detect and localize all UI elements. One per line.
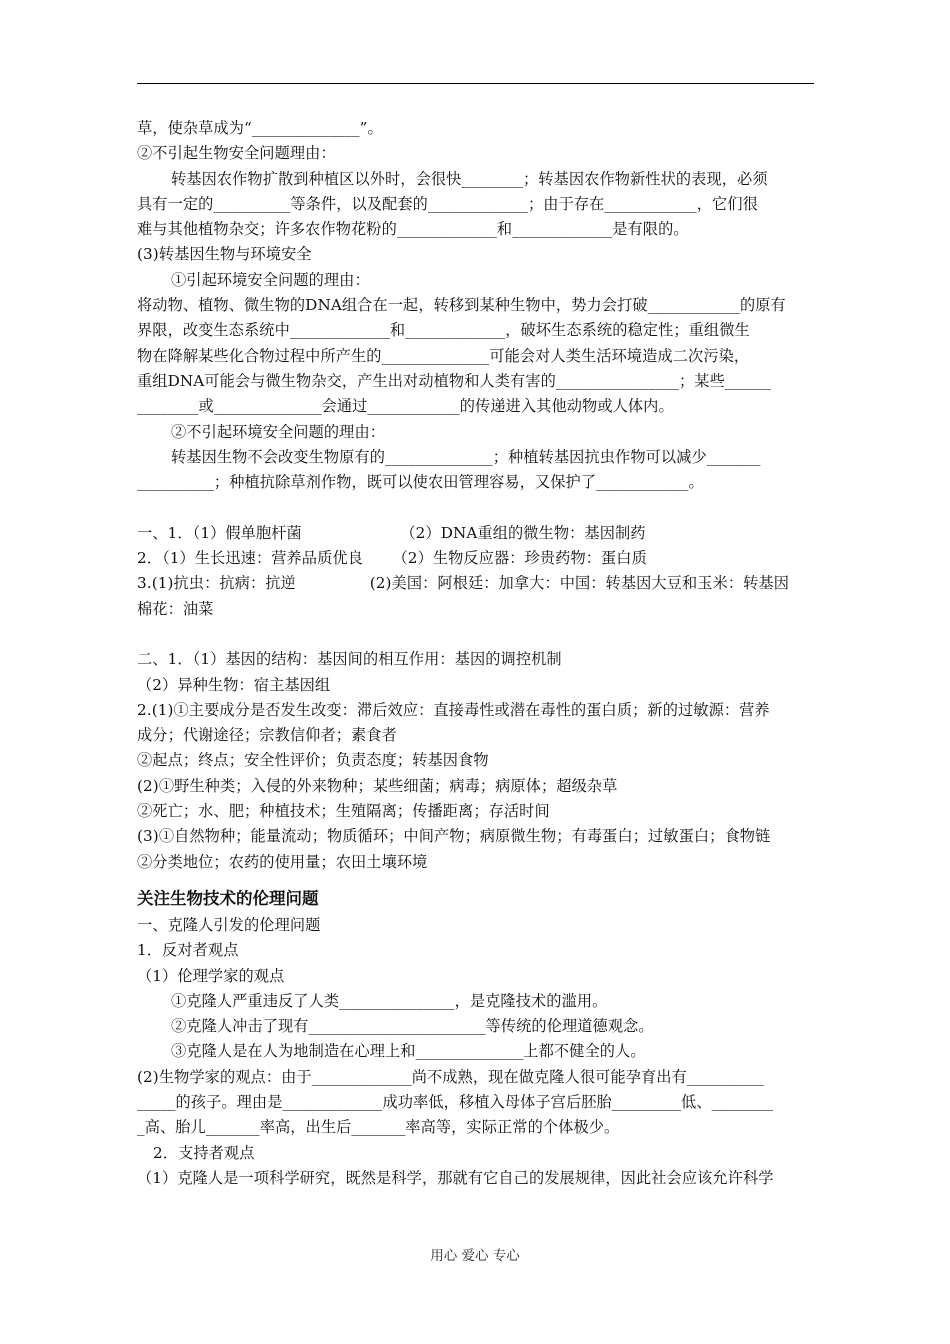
text-line: 草，使杂草成为“______________”。: [137, 119, 383, 137]
text-line: 难与其他植物杂交；许多农作物花粉的_____________和_____________是有限的。: [137, 220, 689, 239]
text-line: ②不引起生物安全问题理由：: [137, 144, 336, 163]
text-line: 1．反对者观点: [137, 941, 239, 960]
text-line: 转基因农作物扩散到种植区以外时，会很快________；转基因农作物新性状的表现，必须: [171, 169, 768, 188]
spacer: [137, 622, 814, 647]
section-heading: 关注生物技术的伦理问题: [137, 888, 319, 908]
text-line: ②不引起环境安全问题的理由：: [171, 422, 386, 441]
text-line: ③克隆人是在人为地制造在心理上和______________上都不健全的人。: [171, 1042, 646, 1061]
text-line: （1）伦理学家的观点: [137, 966, 285, 985]
header-rule: [137, 83, 814, 84]
answer-line: ②分类地位；农药的使用量；农田土壤环境: [137, 852, 428, 871]
text-line: __________；种植抗除草剂作物，既可以使农田管理容易，又保护了____________。: [137, 473, 704, 492]
text-line: _____的孩子。理由是_____________成功率低，移植入母体子宫后胚胎_________低、________: [137, 1092, 774, 1111]
document-body: [137, 116, 814, 1191]
text-line: 界限，改变生态系统中_____________和_____________，破坏生态系统的稳定性；重组微生: [137, 321, 750, 340]
answer-line: 二、1．（1）基因的结构：基因间的相互作用：基因的调控机制: [137, 650, 562, 669]
text-line: ①克隆人严重违反了人类_______________，是克隆技术的滥用。: [171, 991, 608, 1010]
answer-line: (3)①自然物种；能量流动；物质循环；中间产物；病原微生物；有毒蛋白；过敏蛋白；食物链: [137, 827, 771, 846]
text-line: 将动物、植物、微生物的DNA组合在一起，转移到某种生物中，势力会打破____________的原有: [137, 296, 786, 315]
answer-line: (2)①野生种类；入侵的外来物种；某些细菌；病毒；病原体；超级杂草: [137, 776, 618, 795]
text-line: ________或______________会通过____________的传递进入其他动物或人体内。: [137, 397, 674, 416]
text-line: （1）克隆人是一项科学研究，既然是科学，那就有它自己的发展规律，因此社会应该允许科学: [137, 1168, 774, 1187]
answer-line: ②死亡；水、肥；种植技术；生殖隔离；传播距离；存活时间: [137, 802, 550, 821]
text-line: _高、胎儿_______率高，出生后_______率高等，实际正常的个体极少。: [137, 1118, 620, 1137]
spacer: [137, 495, 814, 520]
page-footer: 用心 爱心 专心: [430, 1248, 520, 1264]
text-line: ①引起环境安全问题的理由：: [171, 270, 370, 289]
text-line: 转基因生物不会改变生物原有的______________；种植转基因抗虫作物可以减少_______: [171, 447, 761, 466]
answer-line: （2）异种生物：宿主基因组: [137, 675, 331, 694]
answer-line: 一、1．（1）假单胞杆菌 （2）DNA重组的微生物：基因制药: [137, 523, 646, 542]
text-line: 具有一定的__________等条件，以及配套的_____________；由于存在____________，它们很: [137, 194, 758, 213]
section-subheading: (3)转基因生物与环境安全: [137, 245, 312, 264]
text-line: 2．支持者观点: [153, 1143, 255, 1162]
text-line: ②克隆人冲击了现有_______________________等传统的伦理道德观念。: [171, 1017, 654, 1036]
answer-line: 棉花：油菜: [137, 599, 214, 618]
answer-line: 成分；代谢途径；宗教信仰者；素食者: [137, 726, 397, 745]
answer-line: 2.(1)①主要成分是否发生改变：滞后效应：直接毒性或潜在毒性的蛋白质；新的过敏源：营养: [137, 700, 770, 719]
answer-line: ②起点；终点；安全性评价；负责态度；转基因食物: [137, 751, 489, 770]
answer-line: 2．（1）生长迅速：营养品质优良 （2）生物反应器：珍贵药物：蛋白质: [137, 549, 647, 568]
text-line: 重组DNA可能会与微生物杂交，产生出对动植物和人类有害的________________；某些______: [137, 371, 772, 390]
text-line: 一、克隆人引发的伦理问题: [137, 915, 321, 934]
text-line: (2)生物学家的观点：由于_____________尚不成熟，现在做克隆人很可能孕育出有__________: [137, 1067, 764, 1086]
answer-line: 3.(1)抗虫：抗病：抗逆 (2)美国：阿根廷：加拿大：中国：转基因大豆和玉米：转基因: [137, 574, 790, 593]
text-line: 物在降解某些化合物过程中所产生的______________可能会对人类生活环境造成二次污染，: [137, 346, 750, 365]
